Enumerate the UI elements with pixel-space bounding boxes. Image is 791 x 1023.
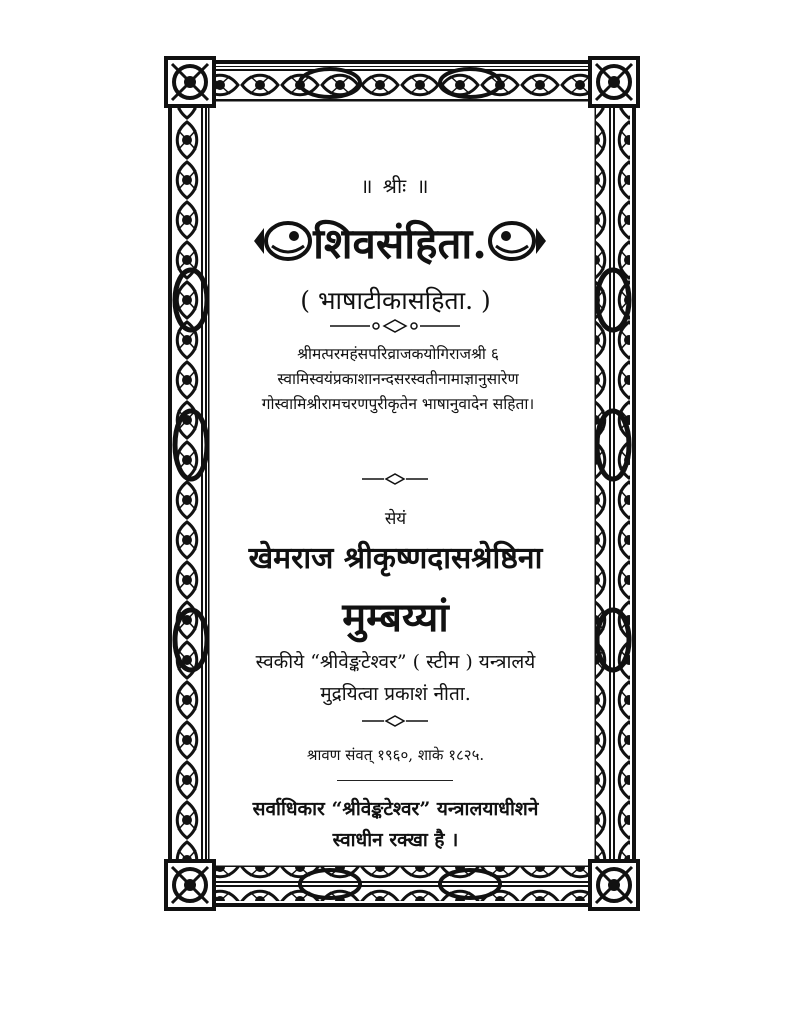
press-line-2: मुद्रयित्वा प्रकाशं नीता. [320, 683, 471, 705]
divider-ornament [362, 714, 428, 728]
subtitle: ( भाषाटीकासहिता. ) [300, 286, 491, 315]
title-row [250, 212, 550, 270]
city-name: मुम्बय्यां [342, 594, 449, 641]
divider-ornament [362, 472, 428, 486]
publication-date: श्रावण संवत् १९६०, शाके १८२५. [306, 746, 485, 764]
fish-ornament-right-icon [486, 216, 550, 266]
book-title: शिवसंहिता. [313, 219, 487, 268]
press-line-1: स्वकीये “श्रीवेङ्कटेश्वर” ( स्टीम ) यन्त्रालये [255, 651, 536, 673]
description-paragraph: श्रीमत्परमहंसपरिव्राजकयोगिराजश्री ६ स्वामिस्वयंप्रकाशानन्दसरस्वतीनामाज्ञानुसारेण गोस्वामिश्रीरामचरणपुरीकृतेन भाषानुवादेन सहिता। [261, 345, 535, 413]
copyright-line-2: स्वाधीन रक्खा है । [332, 829, 459, 851]
intro-word: सेयं [384, 509, 407, 529]
copyright-line-1: सर्वाधिकार “श्रीवेङ्कटेश्वर” यन्त्रालयाधीशने [252, 798, 539, 820]
horizontal-rule [337, 780, 453, 781]
publisher-name: खेमराज श्रीकृष्णदासश्रेष्ठिना [248, 541, 543, 576]
invocation-text: ॥ श्रीः ॥ [360, 174, 431, 198]
divider-ornament [330, 318, 460, 334]
